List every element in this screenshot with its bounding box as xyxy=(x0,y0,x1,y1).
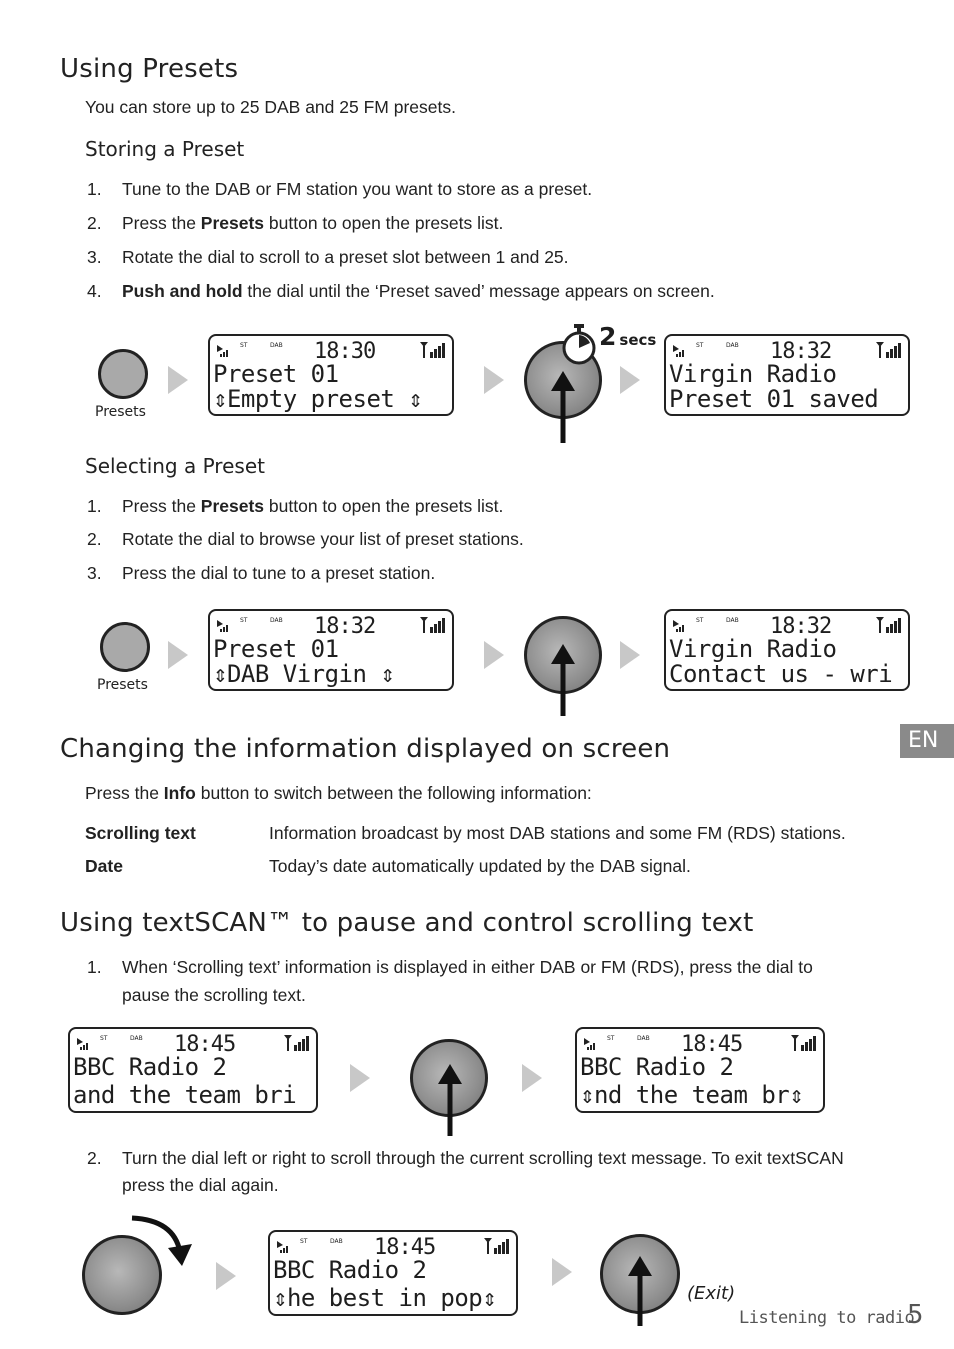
info-intro: Press the Info button to switch between the following information: xyxy=(85,783,592,803)
lcd-line-2: ⇕DAB Virgin ⇕ xyxy=(213,660,395,688)
language-tab: EN xyxy=(900,724,954,758)
lcd-line-2: ⇕Empty preset ⇕ xyxy=(213,385,423,413)
footer-section-name: Listening to radio xyxy=(739,1308,915,1328)
step-arrow xyxy=(552,1258,572,1286)
antenna-signal-icon xyxy=(216,344,230,358)
lcd-line-2: and the team bri xyxy=(73,1081,297,1109)
subsection-title-selecting: Selecting a Preset xyxy=(85,454,265,478)
presets-button-illustration xyxy=(98,349,148,399)
step-arrow xyxy=(350,1064,370,1092)
lcd-clock: 18:45 xyxy=(681,1032,743,1057)
lcd-line-2: Preset 01 saved xyxy=(669,385,879,413)
antenna-signal-icon xyxy=(672,619,686,633)
rotate-arrow-icon xyxy=(128,1212,198,1272)
signal-strength-icon xyxy=(876,617,902,633)
step-arrow xyxy=(168,366,188,394)
lcd-clock: 18:30 xyxy=(314,339,376,364)
presets-intro: You can store up to 25 DAB and 25 FM presets. xyxy=(85,97,456,117)
lcd-line-2: ⇕he best in pop⇕ xyxy=(273,1284,497,1312)
lcd-line-1: Preset 01 xyxy=(213,360,339,388)
exit-label: (Exit) xyxy=(687,1283,736,1304)
step-arrow xyxy=(620,641,640,669)
stereo-indicator: ST xyxy=(696,617,704,624)
timer-icon xyxy=(560,324,600,366)
presets-button-illustration xyxy=(100,622,150,672)
push-arrow-icon xyxy=(435,1058,465,1138)
signal-strength-icon xyxy=(791,1035,817,1051)
lcd-line-1: Virgin Radio xyxy=(669,635,837,663)
step-arrow xyxy=(484,366,504,394)
stereo-indicator: ST xyxy=(696,342,704,349)
signal-strength-icon xyxy=(484,1238,510,1254)
antenna-signal-icon xyxy=(672,344,686,358)
push-arrow-icon xyxy=(548,638,578,718)
stereo-indicator: ST xyxy=(300,1238,308,1245)
lcd-display xyxy=(208,334,454,416)
antenna-signal-icon xyxy=(276,1240,290,1254)
signal-strength-icon xyxy=(876,342,902,358)
lcd-line-2: ⇕nd the team br⇕ xyxy=(580,1081,804,1109)
section-title-presets: Using Presets xyxy=(60,54,239,84)
stereo-indicator: ST xyxy=(100,1035,108,1042)
push-arrow-icon xyxy=(548,365,578,445)
definition-desc: Information broadcast by most DAB stations and some FM (RDS) stations. xyxy=(269,823,846,843)
lcd-line-1: Virgin Radio xyxy=(669,360,837,388)
signal-strength-icon xyxy=(420,617,446,633)
lcd-display xyxy=(664,609,910,691)
lcd-display xyxy=(208,609,454,691)
lcd-clock: 18:32 xyxy=(770,339,832,364)
dab-indicator: DAB xyxy=(270,342,283,349)
lcd-display xyxy=(575,1027,825,1113)
definition-term: Date xyxy=(85,856,123,876)
lcd-display xyxy=(268,1230,518,1316)
push-arrow-icon xyxy=(625,1250,655,1330)
signal-strength-icon xyxy=(284,1035,310,1051)
lcd-line-1: BBC Radio 2 xyxy=(580,1053,734,1081)
step-arrow xyxy=(484,641,504,669)
section-title-textscan: Using textSCAN™ to pause and control scrolling text xyxy=(60,908,754,938)
definition-term: Scrolling text xyxy=(85,823,196,843)
lcd-line-2: Contact us - wri xyxy=(669,660,893,688)
lcd-line-1: BBC Radio 2 xyxy=(73,1053,227,1081)
antenna-signal-icon xyxy=(76,1037,90,1051)
step-arrow xyxy=(522,1064,542,1092)
antenna-signal-icon xyxy=(583,1037,597,1051)
hold-time-label: 2 secs xyxy=(599,322,657,351)
lcd-clock: 18:45 xyxy=(174,1032,236,1057)
page-number: 5 xyxy=(907,1300,924,1330)
antenna-signal-icon xyxy=(216,619,230,633)
dab-indicator: DAB xyxy=(330,1238,343,1245)
lcd-clock: 18:45 xyxy=(374,1235,436,1260)
dab-indicator: DAB xyxy=(726,342,739,349)
lcd-clock: 18:32 xyxy=(770,614,832,639)
dab-indicator: DAB xyxy=(270,617,283,624)
subsection-title-storing: Storing a Preset xyxy=(85,137,245,161)
dab-indicator: DAB xyxy=(726,617,739,624)
lcd-display xyxy=(68,1027,318,1113)
section-title-info: Changing the information displayed on screen xyxy=(60,734,671,764)
step-arrow xyxy=(620,366,640,394)
presets-button-caption: Presets xyxy=(95,404,146,420)
lcd-line-1: Preset 01 xyxy=(213,635,339,663)
stereo-indicator: ST xyxy=(240,617,248,624)
step-arrow xyxy=(168,641,188,669)
dab-indicator: DAB xyxy=(637,1035,650,1042)
stereo-indicator: ST xyxy=(607,1035,615,1042)
lcd-display xyxy=(664,334,910,416)
dab-indicator: DAB xyxy=(130,1035,143,1042)
lcd-line-1: BBC Radio 2 xyxy=(273,1256,427,1284)
stereo-indicator: ST xyxy=(240,342,248,349)
signal-strength-icon xyxy=(420,342,446,358)
definition-desc: Today’s date automatically updated by the DAB signal. xyxy=(269,856,691,876)
step-arrow xyxy=(216,1262,236,1290)
presets-button-caption: Presets xyxy=(97,677,148,693)
lcd-clock: 18:32 xyxy=(314,614,376,639)
